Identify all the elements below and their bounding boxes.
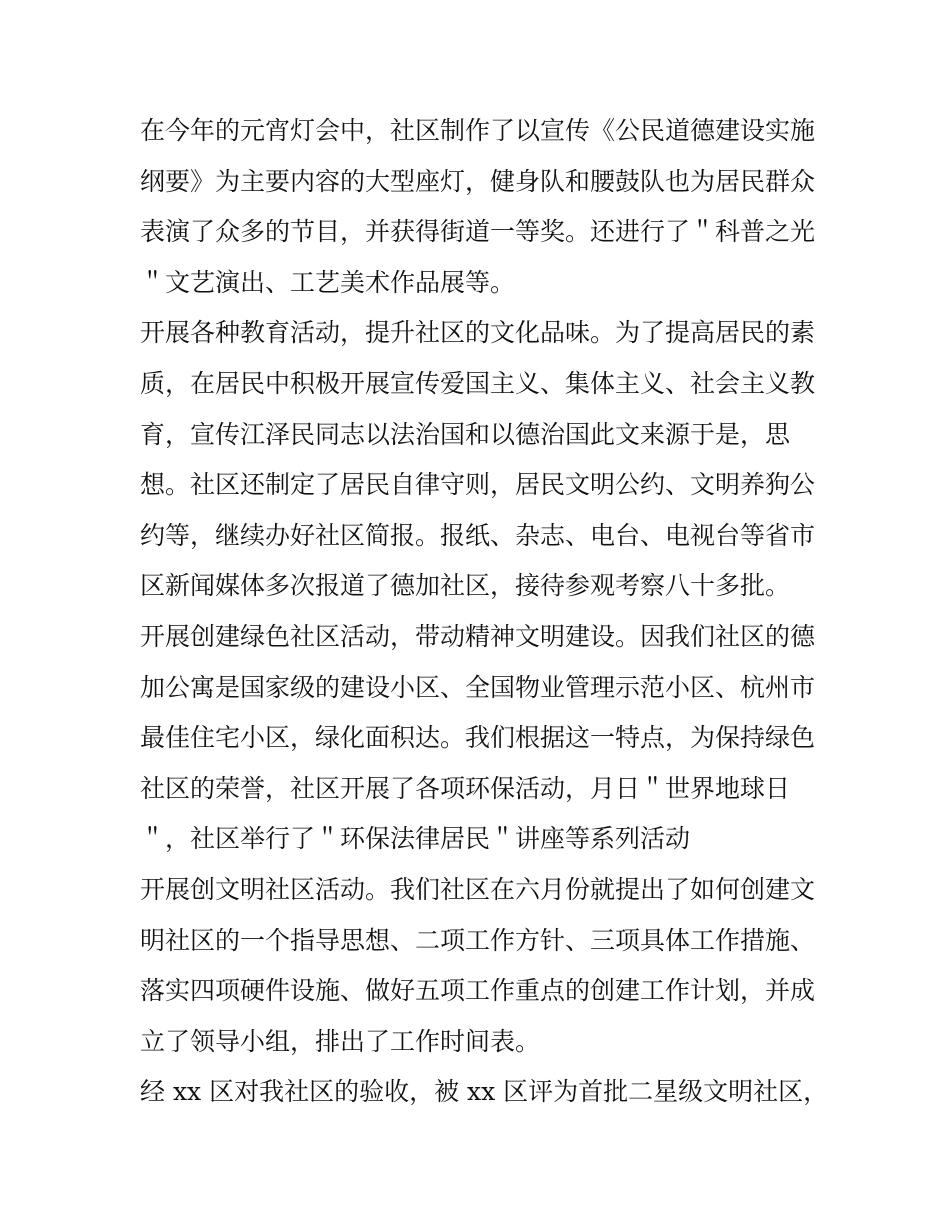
text-line: 育，宣传江泽民同志以法治国和以德治国此文来源于是，思: [140, 419, 791, 449]
text-line: 纲要》为主要内容的大型座灯，健身队和腰鼓队也为居民群众: [140, 166, 816, 196]
text-line: 落实四项硬件设施、做好五项工作重点的创建工作计划，并成: [140, 976, 816, 1006]
text-line: 社区的荣誉，社区开展了各项环保活动，月日＂世界地球日: [140, 773, 791, 803]
text-line: ＂文艺演出、工艺美术作品展等。: [140, 267, 516, 297]
text-line: 加公寓是国家级的建设小区、全国物业管理示范小区、杭州市: [140, 672, 816, 702]
text-line: 立了领导小组，排出了工作时间表。: [140, 1026, 541, 1056]
text-line: 约等，继续办好社区简报。报纸、杂志、电台、电视台等省市: [140, 520, 816, 550]
text-line: 开展创建绿色社区活动，带动精神文明建设。因我们社区的德: [140, 621, 816, 651]
text-line: 在今年的元宵灯会中，社区制作了以宣传《公民道德建设实施: [140, 116, 816, 145]
text-line: 经 xx 区对我社区的验收，被 xx 区评为首批二星级文明社区，: [140, 1077, 829, 1107]
text-line: 最佳住宅小区，绿化面积达。我们根据这一特点，为保持绿色: [140, 723, 816, 753]
text-line: 开展各种教育活动，提升社区的文化品味。为了提高居民的素: [140, 318, 816, 348]
text-line: 明社区的一个指导思想、二项工作方针、三项具体工作措施、: [140, 925, 816, 955]
text-line: 区新闻媒体多次报道了德加社区，接待参观考察八十多批。: [140, 571, 791, 601]
document-body: [140, 106, 829, 1118]
text-line: 表演了众多的节目，并获得街道一等奖。还进行了＂科普之光: [140, 217, 816, 247]
text-line: 质，在居民中积极开展宣传爱国主义、集体主义、社会主义教: [140, 368, 816, 398]
text-line: 想。社区还制定了居民自律守则，居民文明公约、文明养狗公: [140, 470, 816, 500]
text-line: 开展创文明社区活动。我们社区在六月份就提出了如何创建文: [140, 874, 816, 904]
text-line: ＂，社区举行了＂环保法律居民＂讲座等系列活动: [140, 824, 691, 854]
